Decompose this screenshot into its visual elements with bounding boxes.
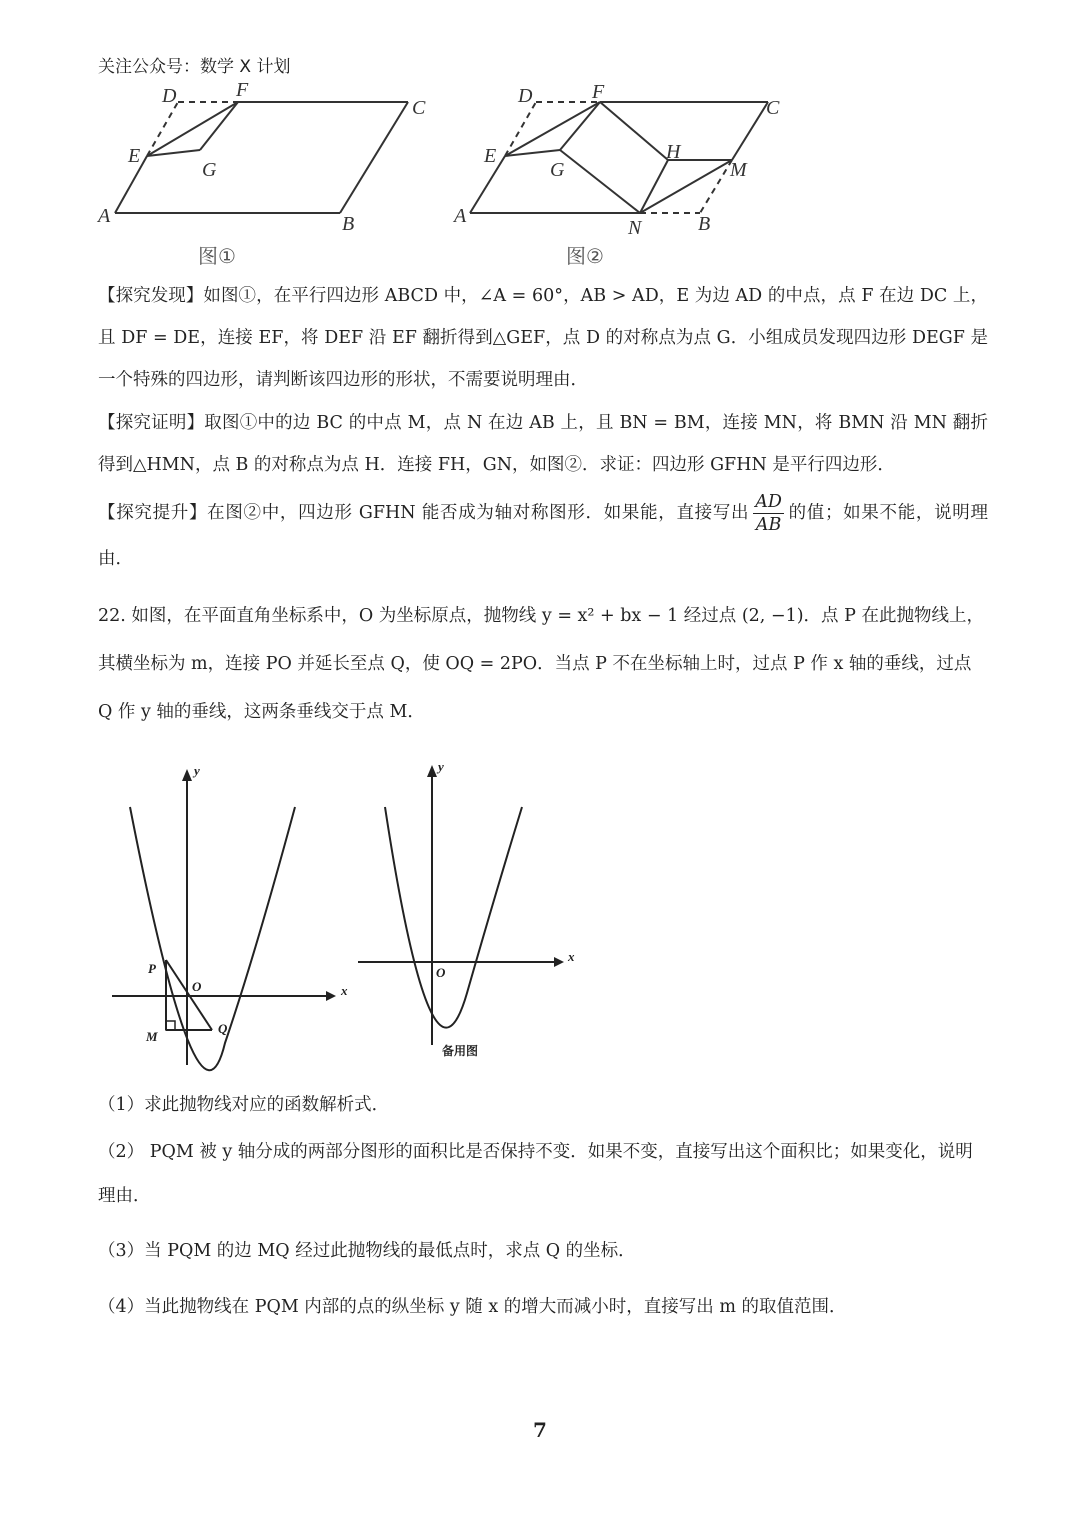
fig2-label-D: D: [518, 85, 533, 107]
fig1-label-E: E: [128, 145, 141, 167]
q21-discovery: 【探究发现】如图①，在平行四边形 ABCD 中，∠A = 60°，AB > AD，E 为边 AD 的中点，点 F 在边 DC 上，且 DF = DE，连接 EF，将 DEF 沿 EF 翻折得到△GEF，点 D 的对称点为点 G．小组成员发现四边形 DEGF 是一个特殊的四边形，请判断该四边形的形状，不需要说明理由．: [98, 286, 988, 390]
fig2-label-E: E: [484, 145, 497, 167]
fig1-label-A: A: [98, 205, 111, 227]
figure-2: [450, 78, 810, 278]
q22-stem: 22. 如图，在平面直角坐标系中，O 为坐标原点，抛物线 y = x² + bx − 1 经过点 (2, −1)．点 P 在此抛物线上，其横坐标为 m，连接 PO 并延长至点 Q，使 OQ = 2PO．当点 P 不在坐标轴上时，过点 P 作 x 轴的垂线，过点 Q 作 y 轴的垂线，这两条垂线交于点 M．: [98, 606, 984, 722]
fig1-label-D: D: [162, 85, 177, 107]
g1-label-y: y: [194, 763, 200, 778]
frac-denominator: AB: [755, 515, 782, 535]
fig2-label-M: M: [730, 159, 747, 181]
fig2-label-G: G: [550, 159, 565, 181]
figure-1: [90, 78, 450, 278]
graph-1: [100, 755, 350, 1075]
q22-sub3: （3）当 PQM 的边 MQ 经过此抛物线的最低点时，求点 Q 的坐标．: [98, 1241, 636, 1261]
fig2-label-B: B: [698, 213, 711, 235]
fig1-label-G: G: [202, 159, 217, 181]
graph-2: [350, 755, 590, 1075]
q22-sub1: （1）求此抛物线对应的函数解析式．: [98, 1095, 390, 1115]
fig2-label-C: C: [766, 97, 780, 119]
fig1-parallelogram: [115, 102, 408, 213]
fig1-label-C: C: [412, 97, 426, 119]
g1-label-Q: Q: [218, 1021, 228, 1036]
ad-over-ab-fraction: [753, 491, 784, 536]
fig1-label-B: B: [342, 213, 355, 235]
header-text: 关注公众号：数学 X 计划: [98, 57, 291, 77]
q21-proof: 【探究证明】取图①中的边 BC 的中点 M，点 N 在边 AB 上，且 BN = BM，连接 MN，将 BMN 沿 MN 翻折得到△HMN，点 B 的对称点为点 H．连接 FH，GN，如图②．求证：四边形 GFHN 是平行四边形．: [98, 413, 988, 475]
g1-label-x: x: [341, 983, 348, 998]
g1-label-M: M: [146, 1029, 158, 1044]
fig2-label-F: F: [592, 81, 605, 103]
frac-numerator: AD: [755, 492, 782, 512]
g2-label-x: x: [568, 949, 575, 964]
q22-sub4: （4）当此抛物线在 PQM 内部的点的纵坐标 y 随 x 的增大而减小时，直接写出 m 的取值范围．: [98, 1297, 847, 1317]
page-number: 7: [533, 1418, 547, 1442]
g2-label-y: y: [438, 759, 444, 774]
fig2-label-N: N: [628, 217, 642, 239]
g1-label-P: P: [148, 961, 156, 976]
fig1-label-F: F: [236, 79, 249, 101]
q21-extension-before: 【探究提升】在图②中，四边形 GFHN 能否成为轴对称图形．如果能，直接写出: [98, 503, 750, 523]
q21-extension-after: 的值；如果不能，说明理由．: [98, 503, 988, 569]
fig2-label-H: H: [666, 141, 681, 163]
g2-label-O: O: [436, 965, 446, 980]
g1-label-O: O: [192, 979, 202, 994]
fig2-caption: 图②: [566, 244, 604, 268]
q22-sub2: （2） PQM 被 y 轴分成的两部分图形的面积比是否保持不变．如果不变，直接写出这个面积比；如果变化，说明理由．: [98, 1142, 973, 1206]
g2-caption: 备用图: [442, 1044, 479, 1058]
fig2-label-A: A: [454, 205, 467, 227]
fig1-caption: 图①: [198, 244, 236, 268]
q21-extension: [98, 490, 988, 582]
